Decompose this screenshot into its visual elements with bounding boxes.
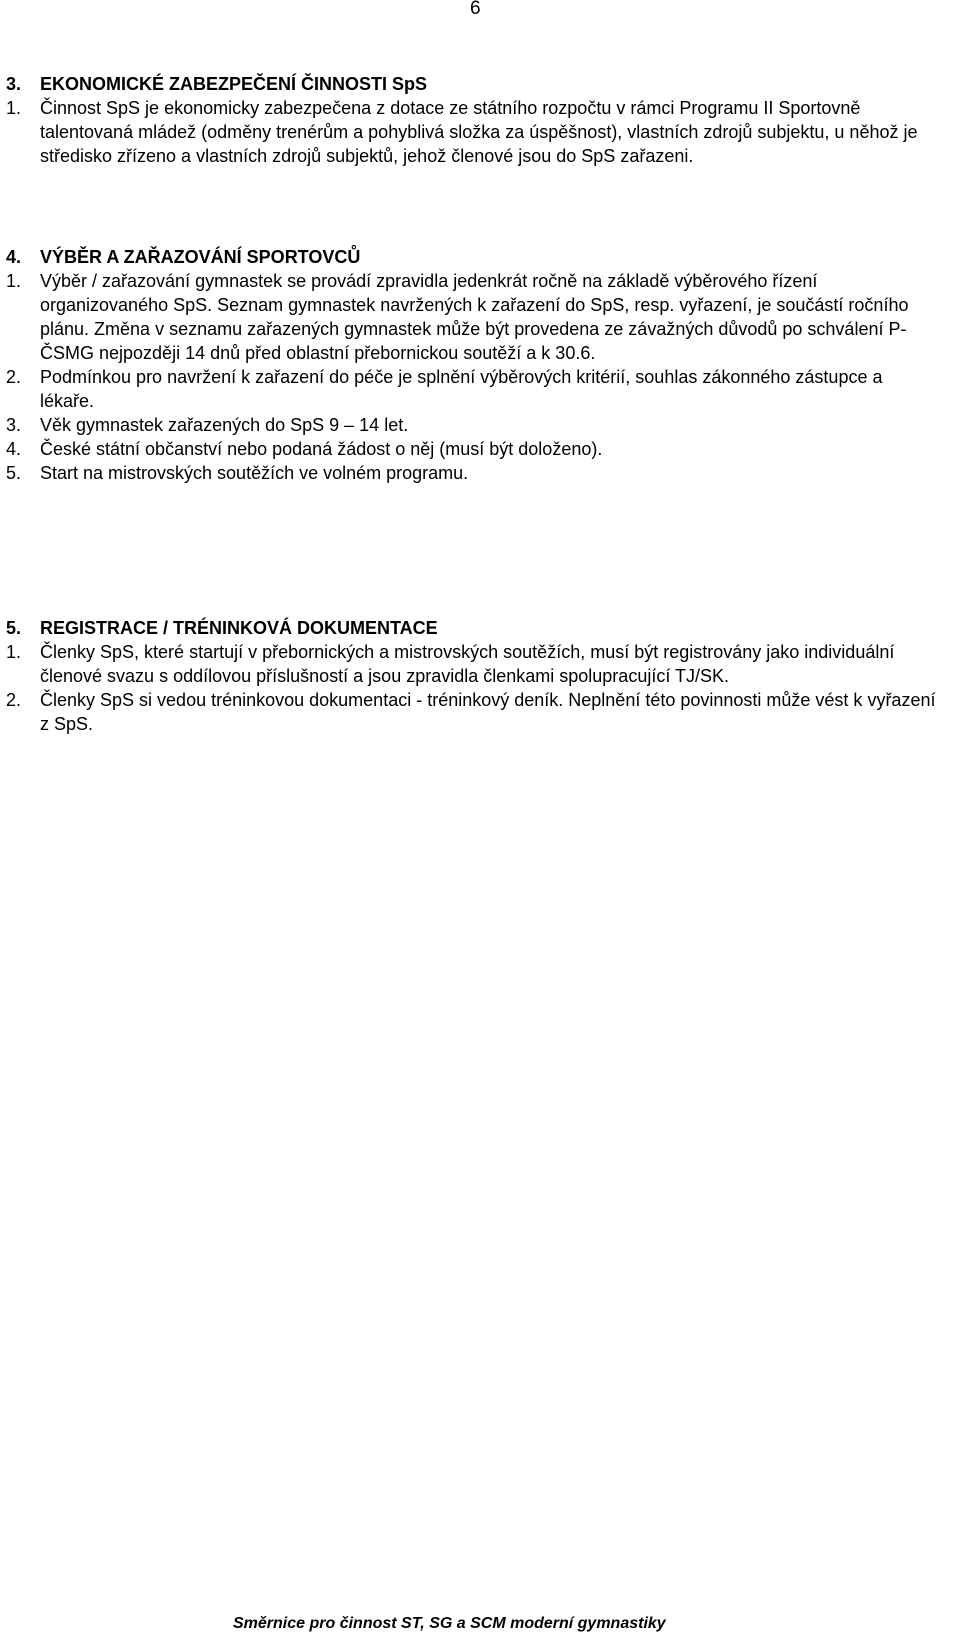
list-item: [6, 640, 936, 688]
page-footer: Směrnice pro činnost ST, SG a SCM moderní gymnastiky: [233, 1615, 666, 1632]
item-number: 1.: [6, 642, 22, 662]
list-item: [6, 96, 936, 168]
item-text: Věk gymnastek zařazených do SpS 9 – 14 let.: [40, 415, 409, 435]
section-number: 3.: [6, 74, 22, 94]
list-item: [6, 365, 936, 413]
list-item: [6, 413, 936, 437]
item-text: Výběr / zařazování gymnastek se provádí zpravidla jedenkrát ročně na základě výběrového řízení organizovaného SpS. Seznam gymnastek navržených k zařazení do SpS, resp. vyřazení, je součástí ročního plánu. Změna v seznamu zařazených gymnastek může být provedena ze závažných důvodů po schválení P-ČSMG nejpozději 14 dnů před oblastní přebornickou soutěží a k 30.6.: [40, 271, 909, 363]
section-title: EKONOMICKÉ ZABEZPEČENÍ ČINNOSTI SpS: [40, 74, 428, 94]
section-economic: [6, 72, 936, 168]
section-number: 4.: [6, 247, 22, 267]
item-text: Činnost SpS je ekonomicky zabezpečena z dotace ze státního rozpočtu v rámci Programu II Sportovně talentovaná mládež (odměny trenérům a pohyblivá složka za úspěšnost), vlastních zdrojů subjektu, u něhož je středisko zřízeno a vlastních zdrojů subjektů, jehož členové jsou do SpS zařazeni.: [40, 98, 918, 166]
section-selection: [6, 245, 936, 485]
page-number: 6: [470, 0, 481, 19]
item-text: Členky SpS si vedou tréninkovou dokumentaci - tréninkový deník. Neplnění této povinnosti může vést k vyřazení z SpS.: [40, 690, 936, 734]
list-item: [6, 688, 936, 736]
item-number: 4.: [6, 439, 22, 459]
item-text: Podmínkou pro navržení k zařazení do péče je splnění výběrových kritérií, souhlas zákonného zástupce a lékaře.: [40, 367, 883, 411]
list-item: [6, 437, 936, 461]
item-number: 3.: [6, 415, 22, 435]
section-heading: [6, 616, 936, 640]
item-text: České státní občanství nebo podaná žádost o něj (musí být doloženo).: [40, 439, 603, 459]
section-registration: [6, 616, 936, 736]
item-number: 2.: [6, 367, 22, 387]
list-item: [6, 461, 936, 485]
section-number: 5.: [6, 618, 22, 638]
section-heading: [6, 245, 936, 269]
item-number: 1.: [6, 271, 22, 291]
item-number: 5.: [6, 463, 22, 483]
item-number: 1.: [6, 98, 22, 118]
item-text: Členky SpS, které startují v přebornických a mistrovských soutěžích, musí být registrovány jako individuální členové svazu s oddílovou příslušností a jsou zpravidla členkami spolupracující TJ/SK.: [40, 642, 895, 686]
item-number: 2.: [6, 690, 22, 710]
section-title: VÝBĚR A ZAŘAZOVÁNÍ SPORTOVCŮ: [40, 247, 361, 267]
section-heading: [6, 72, 936, 96]
list-item: [6, 269, 936, 365]
item-text: Start na mistrovských soutěžích ve volném programu.: [40, 463, 469, 483]
section-title: REGISTRACE / TRÉNINKOVÁ DOKUMENTACE: [40, 618, 438, 638]
